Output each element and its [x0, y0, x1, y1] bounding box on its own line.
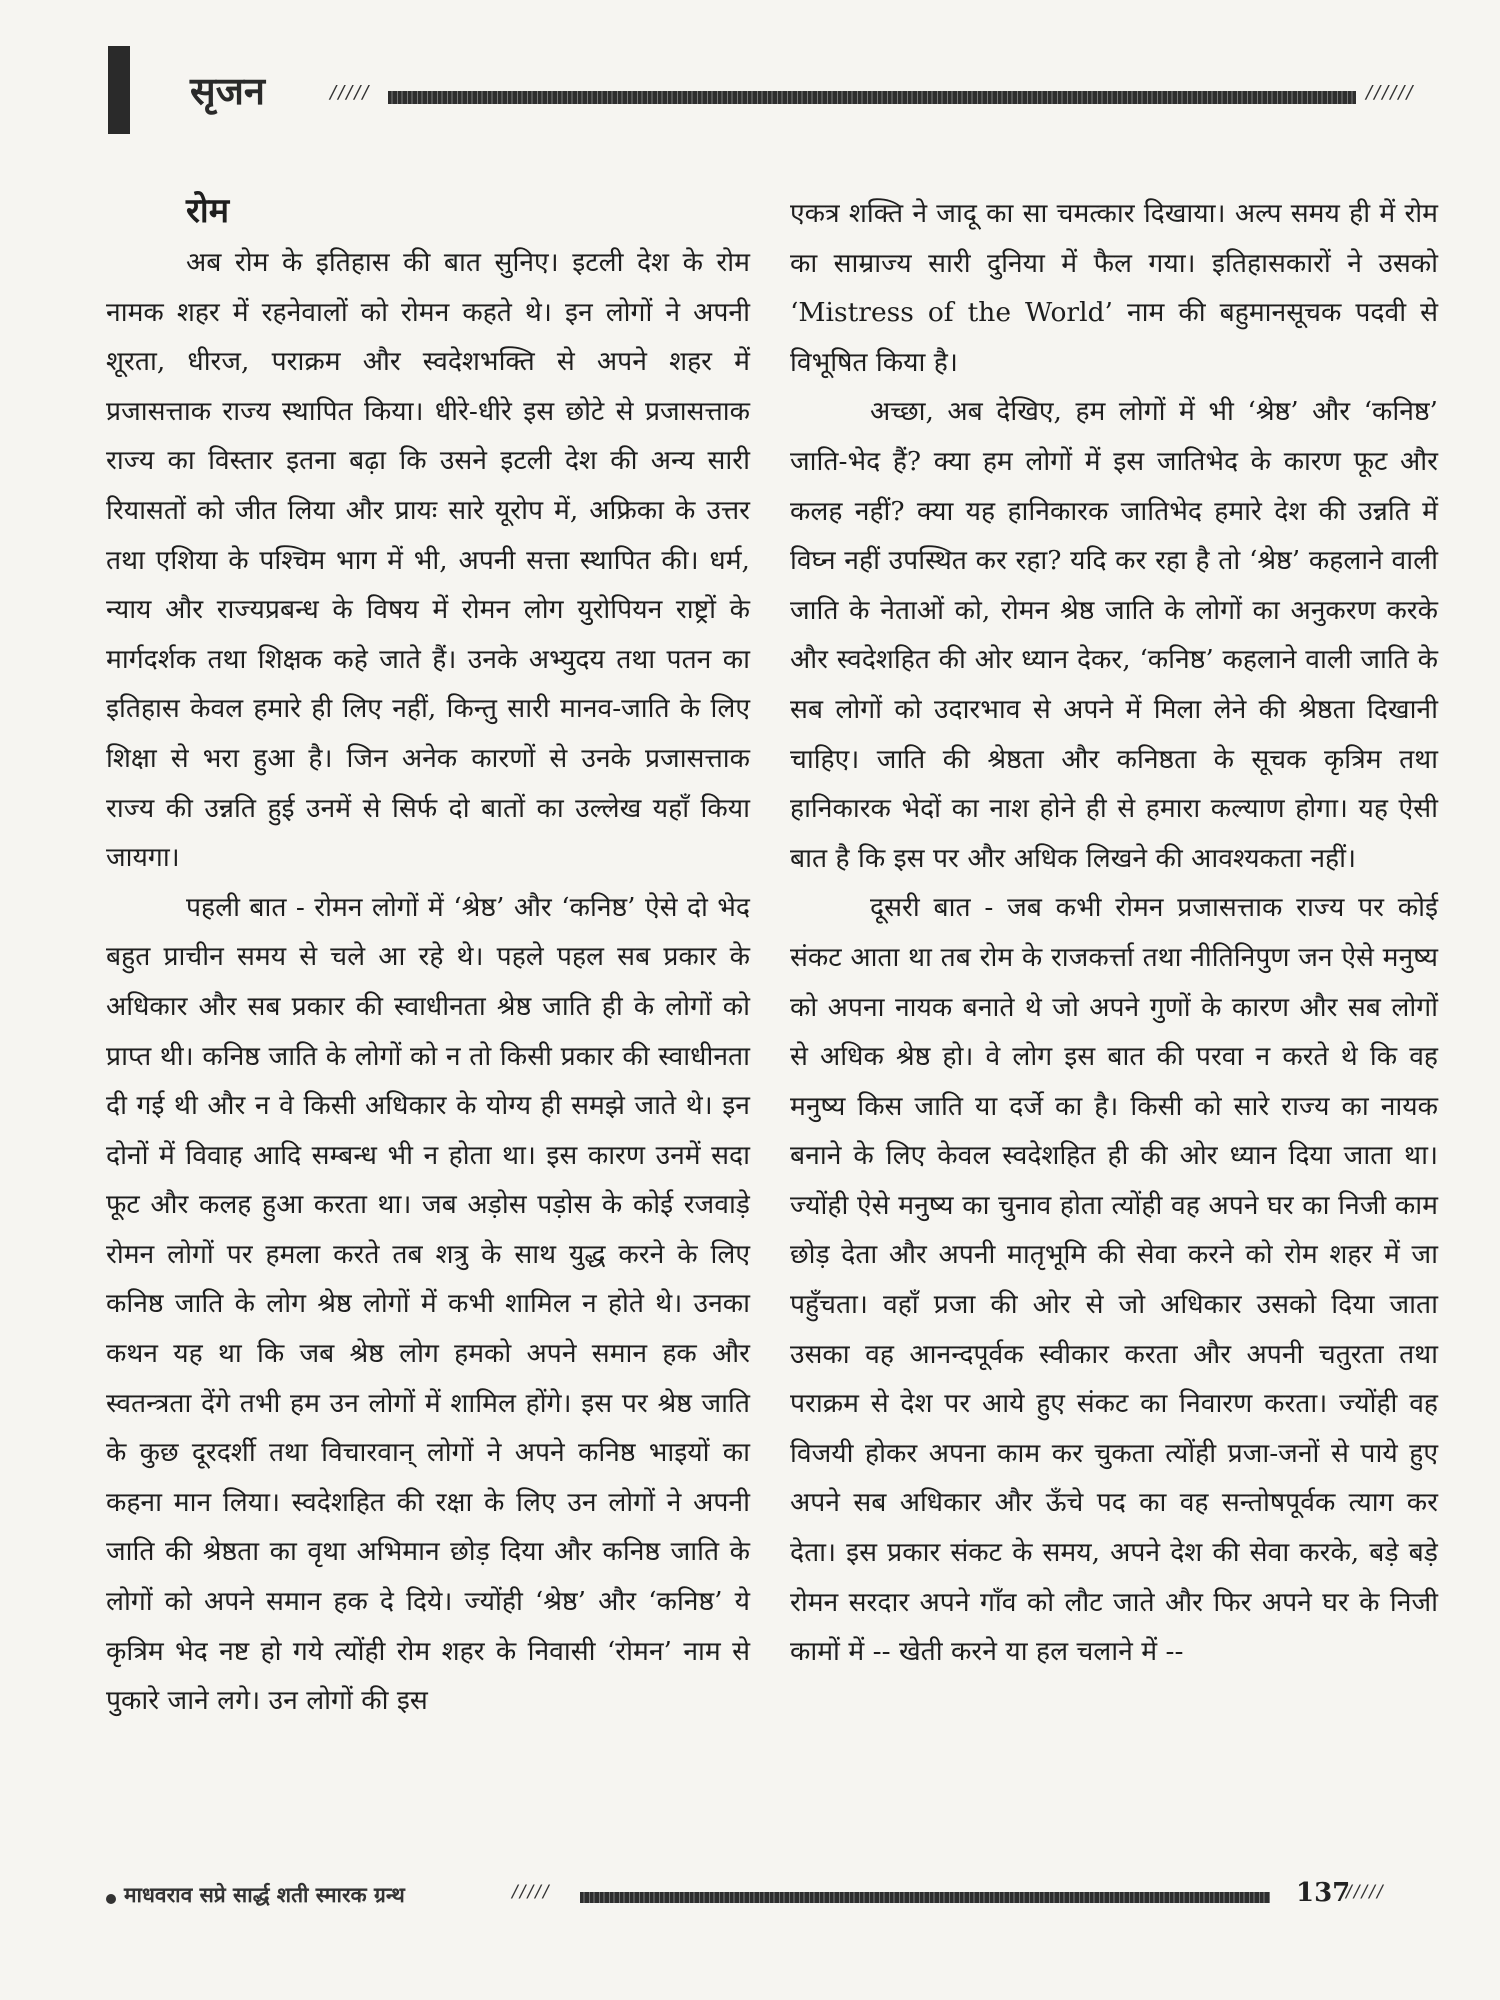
- bullet-icon: [106, 1894, 116, 1904]
- right-column: [790, 189, 1438, 1677]
- section-title: सृजन: [190, 69, 265, 113]
- footer-book-title: माधवराव सप्रे सार्द्ध शती स्मारक ग्रन्थ: [124, 1883, 405, 1907]
- footer-rule: [580, 1892, 1270, 1903]
- header-slashes-left: /////: [330, 82, 371, 103]
- paragraph: पहली बात - रोमन लोगों में ‘श्रेष्ठ’ और ‘कनिष्ठ’ ऐसे दो भेद बहुत प्राचीन समय से चले आ रहे थे। पहले पहल सब प्रकार के अधिकार और सब प्रकार की स्वाधीनता श्रेष्ठ जाति ही के लोगों को प्राप्त थी। कनिष्ठ जाति के लोगों को न तो किसी प्रकार की स्वाधीनता दी गई थी और न वे किसी अधिकार के योग्य ही समझे जाते थे। इन दोनों में विवाह आदि सम्बन्ध भी न होता था। इस कारण उनमें सदा फूट और कलह हुआ करता था। जब अड़ोस पड़ोस के कोई रजवाड़े रोमन लोगों पर हमला करते तब शत्रु के साथ युद्ध करने के लिए कनिष्ठ जाति के लोग श्रेष्ठ लोगों में कभी शामिल न होते थे। उनका कथन यह था कि जब श्रेष्ठ लोग हमको अपने समान हक और स्वतन्त्रता देंगे तभी हम उन लोगों में शामिल होंगे। इस पर श्रेष्ठ जाति के कुछ दूरदर्शी तथा विचारवान् लोगों ने अपने कनिष्ठ भाइयों का कहना मान लिया। स्वदेशहित की रक्षा के लिए उन लोगों ने अपनी जाति की श्रेष्ठता का वृथा अभिमान छोड़ दिया और कनिष्ठ जाति के लोगों को अपने समान हक दे दिये। ज्योंही ‘श्रेष्ठ’ और ‘कनिष्ठ’ ये कृत्रिम भेद नष्ट हो गये त्योंही रोम शहर के निवासी ‘रोमन’ नाम से पुकारे जाने लगे। उन लोगों की इस: [106, 891, 750, 1717]
- paragraph: दूसरी बात - जब कभी रोमन प्रजासत्ताक राज्य पर कोई संकट आता था तब रोम के राजकर्त्ता तथा नीतिनिपुण जन ऐसे मनुष्य को अपना नायक बनाते थे जो अपने गुणों के कारण और सब लोगों से अधिक श्रेष्ठ हो। वे लोग इस बात की परवा न करते थे कि वह मनुष्य किस जाति या दर्जे का है। किसी को सारे राज्य का नायक बनाने के लिए केवल स्वदेशहित ही की ओर ध्यान दिया जाता था। ज्योंही ऐसे मनुष्य का चुनाव होता त्योंही वह अपने घर का निजी काम छोड़ देता और अपनी मातृभूमि की सेवा करने को रोम शहर में जा पहुँचता। वहाँ प्रजा की ओर से जो अधिकार उसको दिया जाता उसका वह आनन्दपूर्वक स्वीकार करता और अपनी चतुरता तथा पराक्रम से देश पर आये हुए संकट का निवारण करता। ज्योंही वह विजयी होकर अपना काम कर चुकता त्योंही प्रजा-जनों से पाये हुए अपने सब अधिकार और ऊँचे पद का वह सन्तोषपूर्वक त्याग कर देता। इस प्रकार संकट के समय, अपने देश की सेवा करके, बड़े बड़े रोमन सरदार अपने गाँव को लौट जाते और फिर अपने घर के निजी कामों में -- खेती करने या हल चलाने में --: [790, 892, 1438, 1668]
- paragraph: अच्छा, अब देखिए, हम लोगों में भी ‘श्रेष्ठ’ और ‘कनिष्ठ’ जाति-भेद हैं? क्या हम लोगों में इस जातिभेद के कारण फूट और कलह नहीं? क्या यह हानिकारक जातिभेद हमारे देश की उन्नति में विघ्न नहीं उपस्थित कर रहा? यदि कर रहा है तो ‘श्रेष्ठ’ कहलाने वाली जाति के नेताओं को, रोमन श्रेष्ठ जाति के लोगों का अनुकरण करके और स्वदेशहित की ओर ध्यान देकर, ‘कनिष्ठ’ कहलाने वाली जाति के सब लोगों को उदारभाव से अपने में मिला लेने की श्रेष्ठता दिखानी चाहिए। जाति की श्रेष्ठता और कनिष्ठता के सूचक कृत्रिम तथा हानिकारक भेदों का नाश होने ही से हमारा कल्याण होगा। यह ऐसी बात है कि इस पर और अधिक लिखने की आवश्यकता नहीं।: [790, 396, 1438, 874]
- footer-slashes-left: /////: [512, 1882, 551, 1902]
- footer-slashes-right: /////: [1346, 1882, 1385, 1902]
- paragraph: अब रोम के इतिहास की बात सुनिए। इटली देश के रोम नामक शहर में रहनेवालों को रोमन कहते थे। इन लोगों ने अपनी शूरता, धीरज, पराक्रम और स्वदेशभक्ति से अपने शहर में प्रजासत्ताक राज्य स्थापित किया। धीरे-धीरे इस छोटे से प्रजासत्ताक राज्य का विस्तार इतना बढ़ा कि उसने इटली देश की अन्य सारी रियासतों को जीत लिया और प्रायः सारे यूरोप में, अफ्रिका के उत्तर तथा एशिया के पश्चिम भाग में भी, अपनी सत्ता स्थापित की। धर्म, न्याय और राज्यप्रबन्ध के विषय में रोमन लोग युरोपियन राष्ट्रों के मार्गदर्शक तथा शिक्षक कहे जाते हैं। उनके अभ्युदय तथा पतन का इतिहास केवल हमारे ही लिए नहीं, किन्तु सारी मानव-जाति के लिए शिक्षा से भरा हुआ है। जिन अनेक कारणों से उनके प्रजासत्ताक राज्य की उन्नति हुई उनमें से सिर्फ दो बातों का उल्लेख यहाँ किया जायगा।: [106, 247, 750, 874]
- left-column: [106, 188, 750, 1726]
- header-block-mark: [108, 46, 130, 134]
- article-heading: रोम: [186, 191, 230, 231]
- paragraph: एकत्र शक्ति ने जादू का सा चमत्कार दिखाया। अल्प समय ही में रोम का साम्राज्य सारी दुनिया में फैल गया। इतिहासकारों ने उसको ‘Mistress of the World’ नाम की बहुमानसूचक पदवी से विभूषित किया है।: [790, 198, 1438, 378]
- header-rule: [388, 91, 1356, 104]
- page-number: 137: [1296, 1878, 1351, 1908]
- header-slashes-right: //////: [1366, 82, 1415, 103]
